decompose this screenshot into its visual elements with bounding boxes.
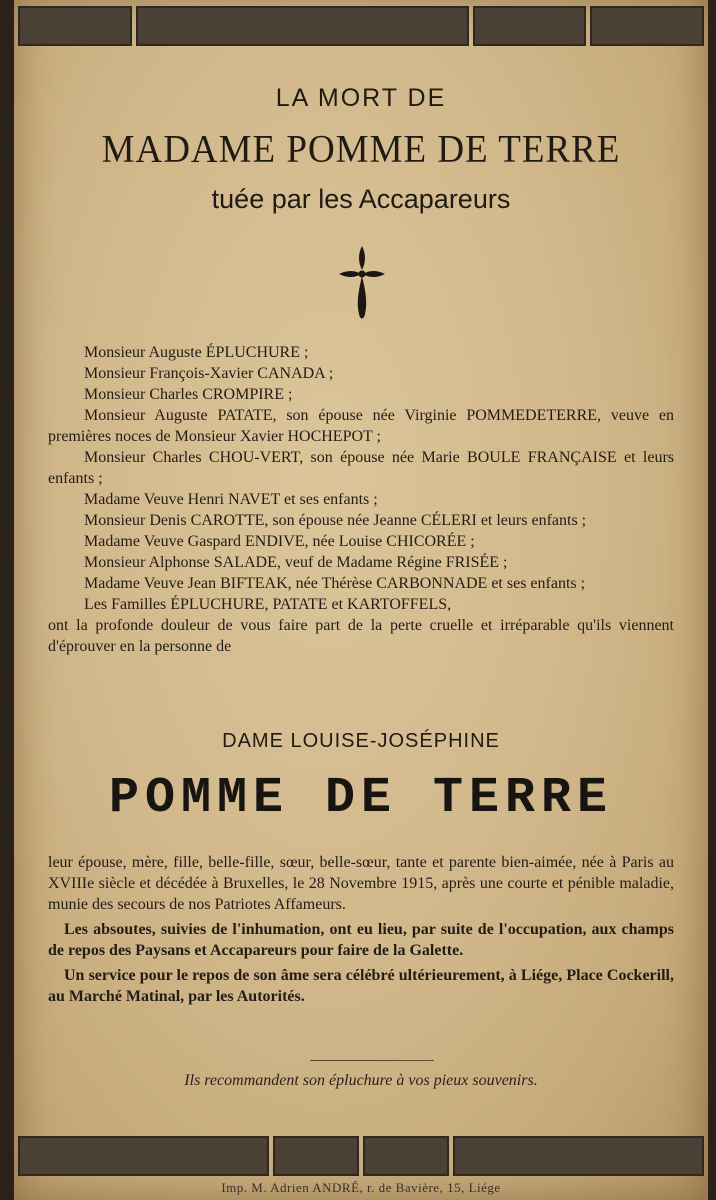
service-text: Un service pour le repos de son âme sera célébré ultérieurement, à Liége, Place Cockerill, au Marché Matinal, par les Autorités. (48, 967, 674, 1005)
border-segment (18, 6, 132, 46)
announcement-text: ont la profonde douleur de vous faire part de la perte cruelle et irréparable qu'ils viennent d'éprouver en la personne de (48, 617, 674, 655)
border-segment (363, 1136, 449, 1176)
border-segment (136, 6, 469, 46)
header-line-3: tuée par les Accapareurs (211, 184, 511, 214)
mourner-line: Monsieur Alphonse SALADE, veuf de Madame Régine FRISÉE ; (84, 554, 508, 571)
header-line-2: MADAME POMME DE TERRE (101, 127, 621, 172)
mourner-line: Monsieur Auguste ÉPLUCHURE ; (84, 344, 309, 361)
mourner-line: Madame Veuve Gaspard ENDIVE, née Louise CHICORÉE ; (84, 533, 475, 550)
border-segment (18, 1136, 269, 1176)
mourner-line: Les Familles ÉPLUCHURE, PATATE et KARTOFFELS, (84, 596, 452, 613)
closing-text: Ils recommandent son épluchure à vos pieux souvenirs. (184, 1072, 538, 1089)
header-line-1: LA MORT DE (275, 84, 447, 112)
border-segment (473, 6, 587, 46)
deceased-name: POMME DE TERRE (108, 770, 614, 827)
border-segment (590, 6, 704, 46)
mourner-line: Monsieur Auguste PATATE, son épouse née Virginie POMMEDETERRE, veuve en premières noces de Monsieur Xavier HOCHEPOT ; (48, 407, 674, 445)
mourners-list (48, 342, 674, 657)
border-segment (453, 1136, 704, 1176)
deceased-title: DAME LOUISE-JOSÉPHINE (222, 730, 500, 752)
border-segment (273, 1136, 359, 1176)
mourner-line: Madame Veuve Henri NAVET et ses enfants ; (84, 491, 378, 508)
bottom-border (18, 1136, 704, 1176)
mourner-line: Madame Veuve Jean BIFTEAK, née Thérèse CARBONNADE et ses enfants ; (84, 575, 586, 592)
mourner-line: Monsieur Denis CAROTTE, son épouse née Jeanne CÉLERI et leurs enfants ; (84, 512, 587, 529)
burial-text: Les absoutes, suivies de l'inhumation, ont eu lieu, par suite de l'occupation, aux champs de repos des Paysans et Accapareurs pour faire de la Galette. (48, 921, 674, 959)
details-text: leur épouse, mère, fille, belle-fille, sœur, belle-sœur, tante et parente bien-aimée, née à Paris au XVIIIe siècle et décédée à Bruxelles, le 28 Novembre 1915, après une courte et pénible maladie, munie des secours de nos Patriotes Affameurs. (48, 854, 674, 913)
obituary-sheet (14, 0, 708, 1200)
printer-imprint: Imp. M. Adrien ANDRÉ, r. de Bavière, 15, Liége (221, 1180, 501, 1195)
details-block (48, 852, 674, 1007)
mourner-line: Monsieur François-Xavier CANADA ; (84, 365, 334, 382)
divider (310, 1060, 434, 1061)
top-border (18, 6, 704, 46)
mourner-line: Monsieur Charles CROMPIRE ; (84, 386, 293, 403)
cross-icon (337, 244, 387, 322)
mourner-line: Monsieur Charles CHOU-VERT, son épouse née Marie BOULE FRANÇAISE et leurs enfants ; (48, 449, 674, 487)
